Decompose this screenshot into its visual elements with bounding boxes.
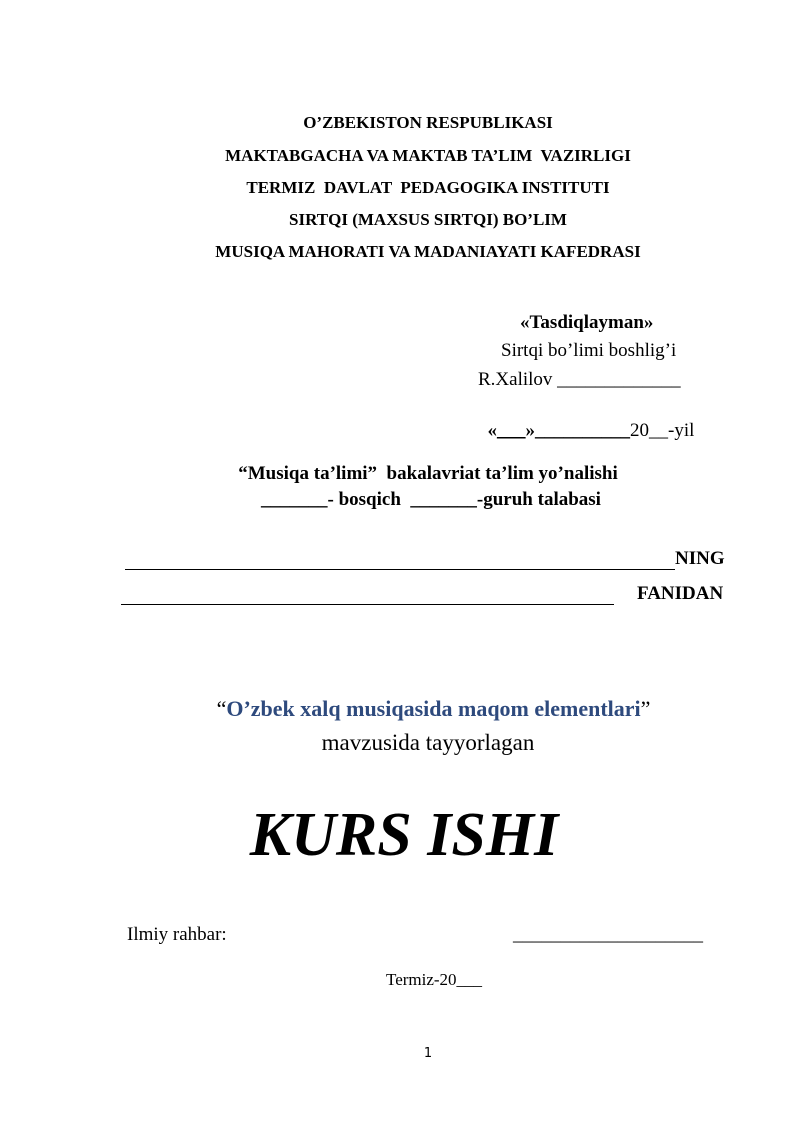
header-kafedra-line: MUSIQA MAHORATI VA MADANIAYATI KAFEDRASI — [215, 242, 641, 261]
program-line-2: _______- bosqich _______-guruh talabasi — [261, 489, 601, 510]
date-year: 20__-yil — [630, 420, 695, 441]
approval-position: Sirtqi bo’limi boshlig’i — [501, 340, 677, 361]
header-department-line: SIRTQI (MAXSUS SIRTQI) BO’LIM — [289, 210, 567, 229]
header-ministry-line-1: O’ZBEKISTON RESPUBLIKASI — [303, 113, 553, 132]
supervisor-signature-blank: ____________________ — [513, 924, 703, 945]
student-line-suffix: NING — [675, 548, 725, 569]
topic-open-quote: “ — [216, 696, 227, 721]
topic-title-text: O’zbek xalq musiqasida maqom elementlari — [226, 696, 641, 721]
topic-close-quote: ” — [640, 696, 651, 721]
subject-line-suffix: FANIDAN — [637, 583, 724, 604]
city-year: Termiz-20___ — [386, 970, 483, 989]
header-institute-line: TERMIZ DAVLAT PEDAGOGIKA INSTITUTI — [246, 178, 610, 197]
header-ministry-line-2: MAKTABGACHA VA MAKTAB TA’LIM VAZIRLIGI — [225, 146, 631, 165]
student-name-blank-line — [125, 569, 675, 570]
topic-subtitle: mavzusida tayyorlagan — [321, 730, 535, 755]
page-number: 1 — [423, 1046, 433, 1061]
approval-title: «Tasdiqlayman» — [520, 312, 654, 333]
date-open-quote: « — [487, 420, 497, 441]
approval-date — [478, 398, 694, 442]
date-day-blank: ___ — [497, 420, 526, 441]
subject-blank-line — [121, 604, 614, 605]
supervisor-label: Ilmiy rahbar: — [127, 924, 227, 945]
work-type-title: KURS ISHI — [249, 801, 559, 869]
approval-name: R.Xalilov _____________ — [478, 369, 681, 390]
program-line-1: “Musiqa ta’limi” bakalavriat ta’lim yo’nalishi — [238, 463, 618, 484]
topic-title — [0, 670, 800, 722]
date-month-blank: __________ — [535, 420, 630, 441]
date-close-quote: » — [525, 420, 535, 441]
